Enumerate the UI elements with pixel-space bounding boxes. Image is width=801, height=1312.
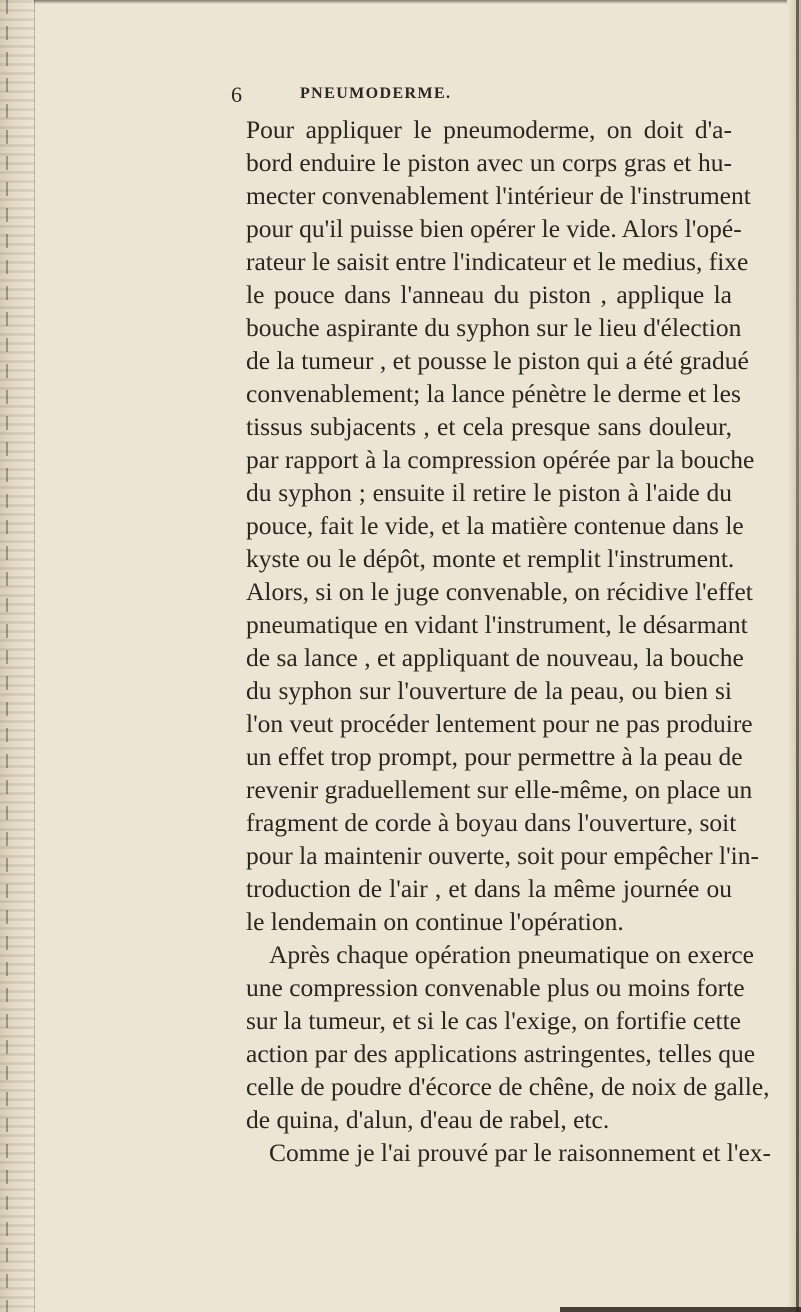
text-line: bord enduire le piston avec un corps gras et hu- (246, 148, 732, 177)
text-line: pour qu'il puisse bien opérer le vide. Alors l'opé- (246, 214, 742, 243)
text-line: du syphon sur l'ouverture de la peau, ou bien si (246, 676, 732, 705)
text-line: du syphon ; ensuite il retire le piston à l'aide du (246, 478, 732, 507)
text-line: Après chaque opération pneumatique on exerce (269, 940, 754, 969)
text-line: Pour appliquer le pneumoderme, on doit d'a- (246, 115, 732, 144)
running-head (0, 82, 801, 106)
text-line: Comme je l'ai prouvé par le raisonnement et l'ex- (269, 1138, 772, 1167)
page-bottom-edge (560, 1307, 801, 1312)
text-line: kyste ou le dépôt, monte et remplit l'instrument. (246, 544, 735, 573)
page-number: 6 (231, 82, 242, 107)
text-line: une compression convenable plus ou moins forte (246, 973, 745, 1002)
text-line: pneumatique en vidant l'instrument, le désarmant (246, 610, 748, 639)
text-line: par rapport à la compression opérée par la bouche (246, 445, 755, 474)
text-line: Alors, si on le juge convenable, on récidive l'effet (246, 577, 753, 606)
text-line: action par des applications astringentes, telles que (246, 1039, 756, 1068)
text-line: de la tumeur , et pousse le piston qui a été gradué (246, 346, 749, 375)
book-binding-edge (0, 0, 35, 1312)
text-line: rateur le saisit entre l'indicateur et le medius, fixe (246, 247, 749, 276)
text-line: revenir graduellement sur elle-même, on place un (246, 775, 753, 804)
page-top-edge (34, 0, 801, 4)
text-line: troduction de l'air , et dans la même journée ou (246, 874, 732, 903)
text-line: un effet trop prompt, pour permettre à la peau de (246, 742, 743, 771)
text-line: de quina, d'alun, d'eau de rabel, etc. (246, 1105, 610, 1134)
text-line: tissus subjacents , et cela presque sans douleur, (246, 412, 732, 441)
text-line: pour la maintenir ouverte, soit pour empêcher l'in- (246, 841, 760, 870)
text-line: bouche aspirante du syphon sur le lieu d'élection (246, 313, 742, 342)
text-line: convenablement; la lance pénètre le derme et les (246, 379, 741, 408)
text-line: l'on veut procéder lentement pour ne pas produire (246, 709, 753, 738)
running-title: PNEUMODERME. (300, 85, 452, 102)
text-line: le lendemain on continue l'opération. (246, 907, 624, 936)
text-line: pouce, fait le vide, et la matière contenue dans le (246, 511, 744, 540)
text-line: de sa lance , et appliquant de nouveau, la bouche (246, 643, 744, 672)
text-line: sur la tumeur, et si le cas l'exige, on fortifie cette (246, 1006, 741, 1035)
text-line: mecter convenablement l'intérieur de l'instrument (246, 181, 751, 210)
page-right-edge (787, 0, 801, 1312)
text-line: fragment de corde à boyau dans l'ouverture, soit (246, 808, 737, 837)
text-line: celle de poudre d'écorce de chêne, de noix de galle, (246, 1072, 770, 1101)
text-line: le pouce dans l'anneau du piston , applique la (246, 280, 732, 309)
